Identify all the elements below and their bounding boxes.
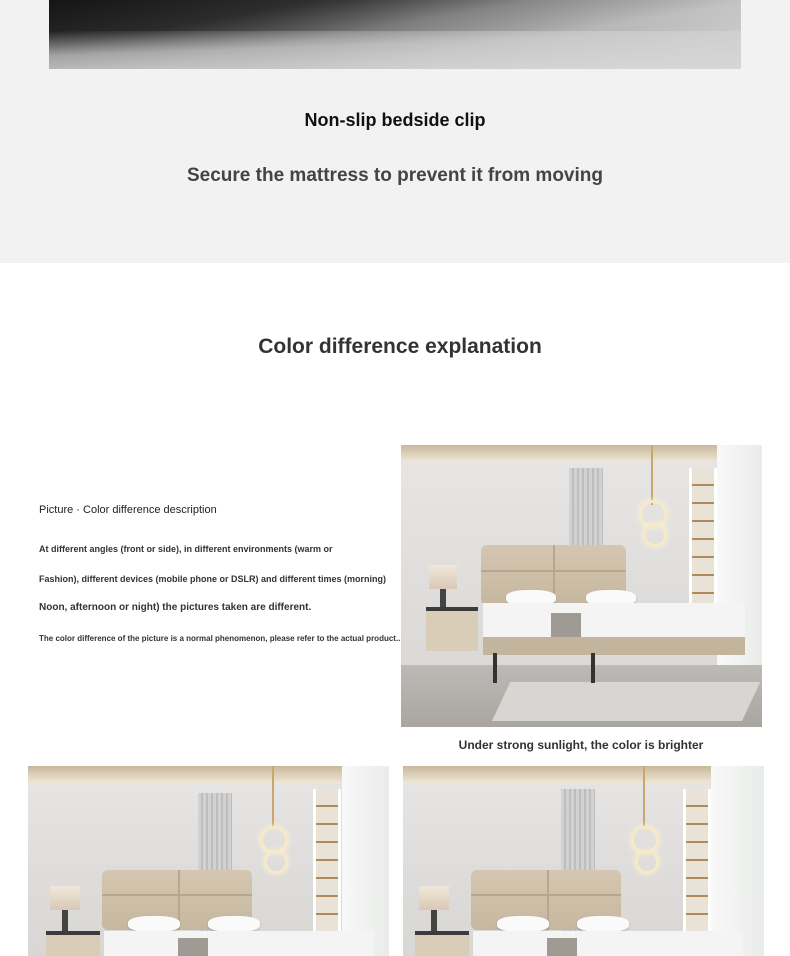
bedroom-photo-bright	[401, 445, 762, 727]
bedside-clip-title: Non-slip bedside clip	[304, 110, 486, 130]
description-line: Fashion), different devices (mobile phone or DSLR) and different times (morning)	[39, 574, 387, 584]
bedroom-photo-bottom-right	[403, 766, 764, 956]
bedside-clip-section	[0, 0, 790, 263]
description-line: The color difference of the picture is a normal phenomenon, please refer to the actual product..	[39, 634, 401, 643]
bedside-clip-subtitle: Secure the mattress to prevent it from moving	[187, 165, 603, 186]
bedroom-photo-bottom-left	[28, 766, 389, 956]
caption-bright-sunlight: Under strong sunlight, the color is brighter	[458, 738, 704, 752]
color-difference-title: Color difference explanation	[258, 335, 542, 358]
description-line: At different angles (front or side), in different environments (warm or	[39, 544, 333, 554]
description-line: Noon, afternoon or night) the pictures taken are different.	[39, 602, 312, 613]
mattress-closeup-image	[49, 0, 741, 69]
description-heading: Picture · Color difference description	[39, 504, 217, 516]
